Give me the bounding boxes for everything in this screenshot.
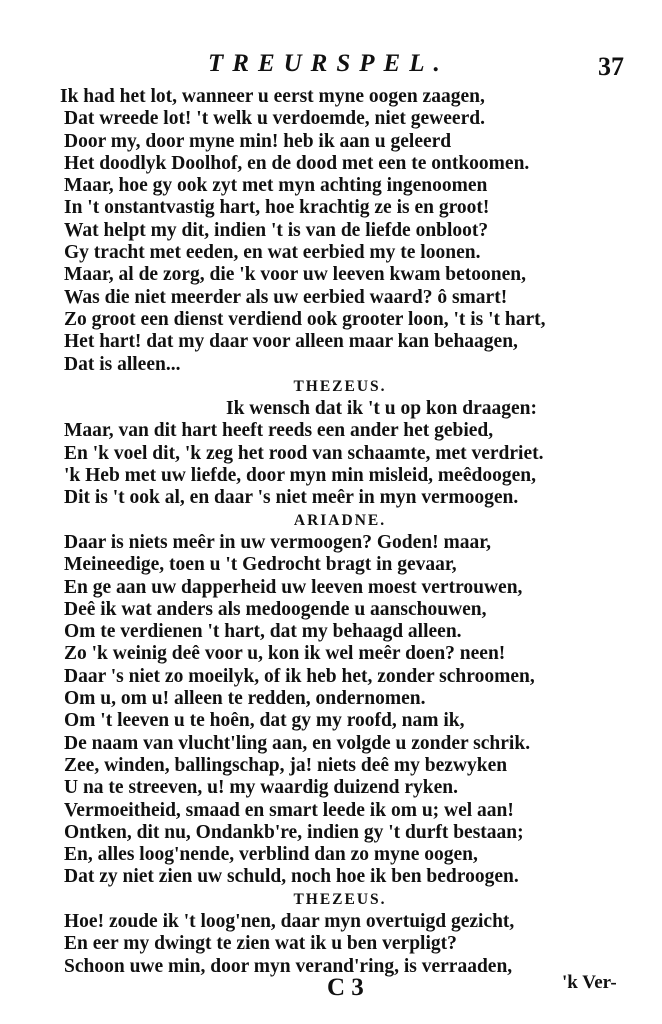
verse-line: Zo groot een dienst verdiend ook grooter loon, 't is 't hart,	[64, 308, 546, 330]
verse-line: Het doodlyk Doolhof, en de dood met een te ontkoomen.	[64, 152, 530, 174]
verse-line: Dat is alleen...	[64, 353, 181, 375]
verse-line: Dit is 't ook al, en daar 's niet meêr in myn vermoogen.	[64, 487, 519, 509]
verse-line: In 't onstantvastig hart, hoe krachtig ze is en groot!	[64, 197, 490, 219]
verse-line: Zee, winden, ballingschap, ja! niets deê my bezwyken	[64, 754, 508, 776]
verse-line: En 'k voel dit, 'k zeg het rood van schaamte, met verdriet.	[64, 442, 544, 464]
verse-line: Maar, van dit hart heeft reeds een ander het gebied,	[64, 420, 494, 442]
verse-line: Om u, om u! alleen te redden, ondernomen.	[64, 688, 426, 710]
verse-line: Maar, hoe gy ook zyt met myn achting ingenoomen	[64, 175, 488, 197]
verse-line: En ge aan uw dapperheid uw leeven moest vertrouwen,	[64, 576, 523, 598]
page-header	[0, 50, 662, 84]
verse-line: 'k Heb met uw liefde, door myn min misleid, meêdoogen,	[64, 465, 536, 487]
catchword: 'k Ver-	[562, 972, 617, 993]
speaker-name: ARIADNE.	[293, 511, 387, 529]
verse-line: Zo 'k weinig deê voor u, kon ik wel meêr doen? neen!	[64, 643, 506, 665]
signature-mark: C 3	[327, 974, 364, 1001]
verse-line: Vermoeitheid, smaad en smart leede ik om u; wel aan!	[64, 799, 514, 821]
verse-line: Gy tracht met eeden, en wat eerbied my te loonen.	[64, 242, 481, 264]
verse-line: Hoe! zoude ik 't loog'nen, daar myn overtuigd gezicht,	[64, 910, 515, 932]
verse-line: Daar is niets meêr in uw vermoogen? Goden! maar,	[64, 531, 491, 553]
speaker-name: THEZEUS.	[293, 890, 387, 908]
verse-line: Wat helpt my dit, indien 't is van de liefde onbloot?	[64, 219, 489, 241]
page-footer	[0, 972, 662, 1012]
verse-line: De naam van vlucht'ling aan, en volgde u zonder schrik.	[64, 732, 531, 754]
verse-line: Ik wensch dat ik 't u op kon draagen:	[226, 398, 537, 420]
verse-line: Schoon uwe min, door myn verand'ring, is verraaden,	[64, 955, 513, 977]
verse-line: Het hart! dat my daar voor alleen maar kan behaagen,	[64, 331, 518, 353]
verse-line: Door my, door myne min! heb ik aan u geleerd	[64, 130, 452, 152]
verse-line: Maar, al de zorg, die 'k voor uw leeven kwam betoonen,	[64, 264, 527, 286]
speaker-name: THEZEUS.	[293, 377, 387, 395]
verse-line: En, alles loog'nende, verblind dan zo myne oogen,	[64, 844, 478, 866]
page-number: 37	[598, 52, 624, 81]
verse-line: Was die niet meerder als uw eerbied waard? ô smart!	[64, 286, 508, 308]
verse-line: Ontken, dit nu, Ondankb're, indien gy 't durft bestaan;	[64, 821, 524, 843]
verse-line: Ik had het lot, wanneer u eerst myne oogen zaagen,	[60, 86, 485, 107]
verse-line: Dat zy niet zien uw schuld, noch hoe ik ben bedroogen.	[64, 866, 519, 888]
verse-line: En eer my dwingt te zien wat ik u ben verpligt?	[64, 933, 457, 955]
verse-line: Om te verdienen 't hart, dat my behaagd alleen.	[64, 621, 462, 643]
verse-line: Om 't leeven u te hoên, dat gy my roofd, nam ik,	[64, 710, 465, 732]
verse-line: Dat wreede lot! 't welk u verdoemde, niet geweerd.	[64, 108, 485, 130]
verse-text-block	[60, 86, 620, 978]
running-title: TREURSPEL.	[208, 50, 449, 77]
verse-line: U na te streeven, u! my waardig duizend ryken.	[64, 777, 458, 799]
verse-line: Daar 's niet zo moeilyk, of ik heb het, zonder schroomen,	[64, 665, 535, 687]
verse-line: Meineedige, toen u 't Gedrocht bragt in gevaar,	[64, 554, 457, 576]
verse-line: Deê ik wat anders als medoogende u aanschouwen,	[64, 598, 487, 620]
